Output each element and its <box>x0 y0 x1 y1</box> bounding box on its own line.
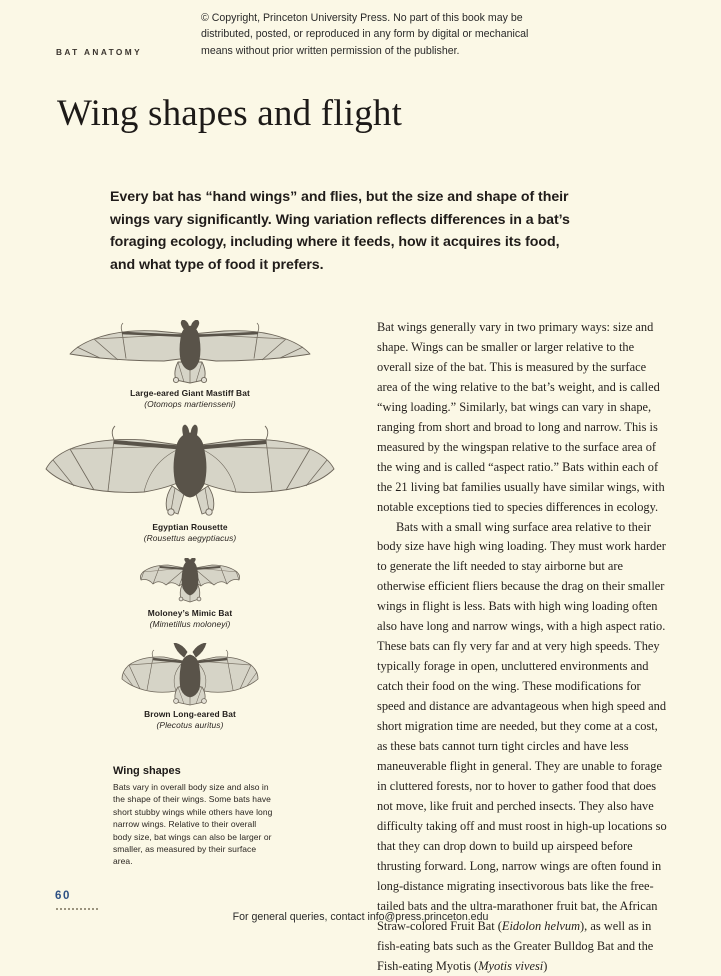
figure-scientific-name: (Plecotus auritus) <box>156 720 224 730</box>
figure-egyptian-rousette <box>30 424 350 544</box>
wing-shapes-note-text: Bats vary in overall body size and also in the shape of their wings. Some bats have short stubby wings while others have long narrow wings. Relative to their overall body size, bat wings can also be larger or smaller, as measured by their surface area. <box>113 782 273 867</box>
figure-caption: Brown Long-eared Bat <box>144 709 236 719</box>
body-paragraph-2-part-a: Bats with a small wing surface area relative to their body size have high wing loading. They must work harder to generate the lift needed to stay airborne but are otherwise efficient fliers because the drag on their smaller wings in flight is less. Bats with high wing loading often also have long and narrow wings, with a high aspect ratio. These bats can fly very far and at very high speeds. They typically forage in open, uncluttered environments and catch their food on the wing. These modifications for speed and distance are advantageous when high speed and short migration time are needed, but they come at a cost, as these bats cannot turn tight circles and have less maneuverable flight in general. They are unable to forage in cluttered forests, nor to hover to gather food that does not move, like fruit and perched insects. They also have difficulty taking off and must roost in high-up locations so that they can drop down to build up airspeed before thrusting forward. Long, narrow wings are often found in long-distance migrating insectivorous bats like the free-tailed bats and the ultra-marathoner fruit bat, the African Straw-colored Fruit Bat ( <box>377 519 667 933</box>
figure-large-eared-giant-mastiff-bat <box>30 320 350 410</box>
bat-illustration-long-narrow <box>60 320 320 386</box>
figure-caption: Egyptian Rousette <box>152 522 228 532</box>
figure-caption: Moloney’s Mimic Bat <box>147 608 233 618</box>
bat-illustration-short-stubby <box>138 558 242 606</box>
figure-caption: Large-eared Giant Mastiff Bat <box>130 388 250 398</box>
figure-moloneys-mimic-bat <box>30 558 350 630</box>
body-paragraph-2-part-b: ), as well as in fish-eating bats such as the Greater Bulldog Bat and the Fish-eating Myotis ( <box>377 918 654 973</box>
figure-column <box>30 320 350 731</box>
figure-brown-long-eared-bat <box>30 643 350 731</box>
species-name-myotis-vivesi: Myotis vivesi <box>478 958 544 973</box>
bat-illustration-short-broad <box>120 643 260 707</box>
body-paragraph-1: Bat wings generally vary in two primary ways: size and shape. Wings can be smaller or larger relative to the overall size of the bat. This is measured by the surface area of the wing relative to the bat’s weight, and is called “wing loading.” Similarly, bat wings can vary in shape, ranging from short and broad to long and narrow. This is measured by the wingspan relative to the surface area of the wing and is called “aspect ratio.” Bats within each of the 21 living bat families usually have similar wings, with notable exceptions tied to species differences in ecology. <box>377 320 665 514</box>
bat-illustration-long-broad <box>44 424 336 520</box>
species-name-eidolon-helvum: Eidolon helvum <box>501 918 581 933</box>
body-paragraph-2-part-c: ) <box>543 958 548 973</box>
running-head: BAT ANATOMY <box>56 47 143 57</box>
page-title: Wing shapes and flight <box>57 93 403 134</box>
figure-scientific-name: (Mimetillus moloneyi) <box>149 619 231 629</box>
wing-shapes-note <box>113 765 273 868</box>
main-body-text <box>377 318 668 976</box>
figure-scientific-name: (Otomops martiensseni) <box>144 399 236 409</box>
figure-scientific-name: (Rousettus aegyptiacus) <box>143 533 237 543</box>
standfirst-intro: Every bat has “hand wings” and flies, but the size and shape of their wings vary significantly. Wing variation reflects differences in a bat’s foraging ecology, including where it feeds, how it acquires its food, and what type of food it prefers. <box>110 189 570 274</box>
copyright-notice: © Copyright, Princeton University Press. No part of this book may be distributed, posted, or reproduced in any form by digital or mechanical means without prior written permission of the publisher. <box>201 12 529 57</box>
footer-contact-note: For general queries, contact info@press.princeton.edu <box>232 911 489 923</box>
body-paragraph-2 <box>377 518 668 976</box>
page-number: 60 <box>55 890 71 902</box>
wing-shapes-note-heading: Wing shapes <box>113 765 181 777</box>
